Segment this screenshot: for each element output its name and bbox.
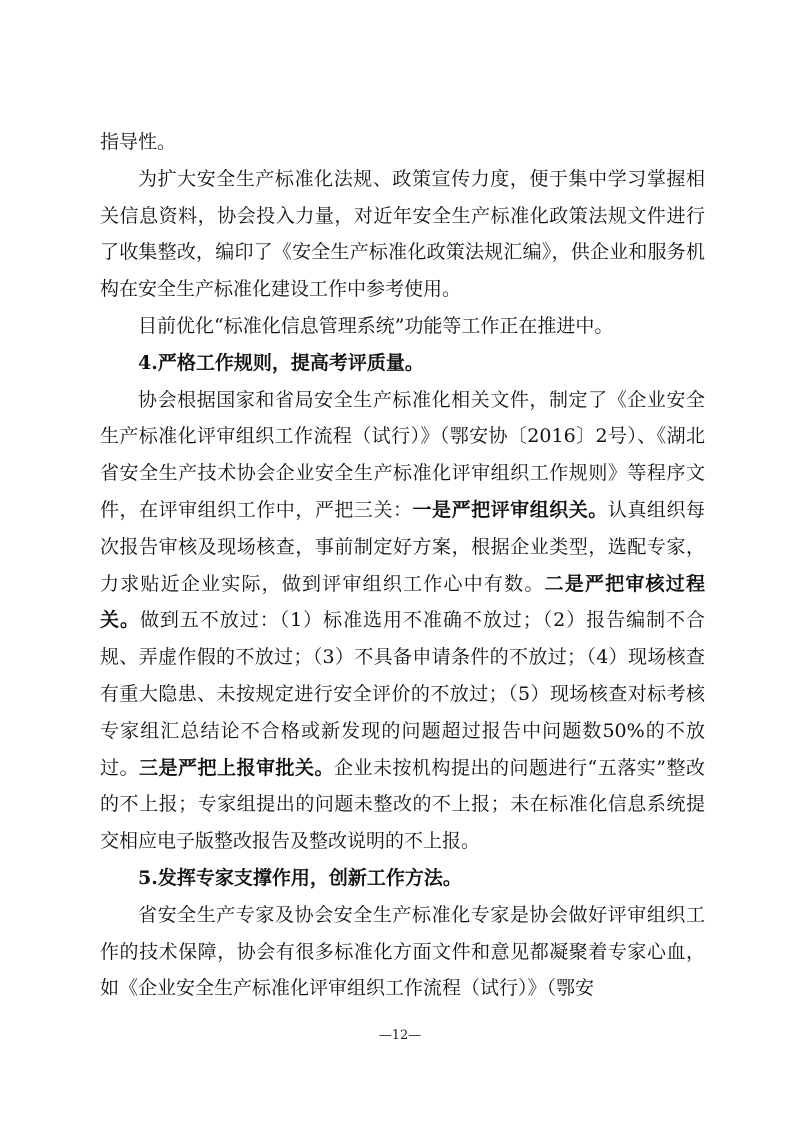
paragraph-4-second-detail: 做到五不放过：（1）标准选用不准确不放过；（2）报告编制不合规、弄虚作假的不放过；（3）不具备申请条件的不放过；（4）现场核查有重大隐患、未按规定进行安全评价的不放过；（5）现场核查对标考核专家组汇总结论不合格或新发现的问题超过报告中问题数50%的不放过。: [100, 609, 705, 779]
section-heading-4: 4.严格工作规则，提高考评质量。: [138, 351, 424, 374]
paragraph-5: 省安全生产专家及协会安全生产标准化专家是协会做好评审组织工作的技术保障，协会有很多标准化方面文件和意见都凝聚着专家心血，如《企业安全生产标准化评审组织工作流程（试行）》（鄂安: [100, 903, 705, 1000]
body-text: [100, 124, 705, 1007]
paragraph-4: [100, 382, 705, 860]
emphasis-first: 一是严把评审组织关。: [412, 498, 608, 521]
paragraph-3: 目前优化“标准化信息管理系统”功能等工作正在推进中。: [138, 314, 614, 337]
emphasis-third: 三是严把上报审批关。: [139, 756, 335, 779]
paragraph-4-first-detail: 认真组织每次报告审核及现场核查，事前制定好方案，根据企业类型，选配专家，力求贴近企业实际，做到评审组织工作心中有数。: [100, 498, 705, 595]
paragraph-2: 为扩大安全生产标准化法规、政策宣传力度，便于集中学习掌握相关信息资料，协会投入力量，对近年安全生产标准化政策法规文件进行了收集整改，编印了《安全生产标准化政策法规汇编》，供企业和服务机构在安全生产标准化建设工作中参考使用。: [100, 167, 705, 301]
paragraph-4-third-detail: 企业未按机构提出的问题进行“五落实”整改的不上报；专家组提出的问题未整改的不上报；未在标准化信息系统提交相应电子版整改报告及整改说明的不上报。: [100, 756, 705, 853]
paragraph-1: 指导性。: [100, 131, 177, 153]
section-heading-5: 5.发挥专家支撑作用，创新工作方法。: [138, 866, 462, 889]
emphasis-second: 二是严把审核过程关。: [100, 572, 705, 632]
page-number: —12—: [378, 1028, 422, 1043]
paragraph-4-intro: 协会根据国家和省局安全生产标准化相关文件，制定了《企业安全生产标准化评审组织工作流程（试行）》（鄂安协〔2016〕2号）、《湖北省安全生产技术协会企业安全生产标准化评审组织工作规则》等程序文件，在评审组织工作中，严把三关：: [100, 388, 705, 521]
